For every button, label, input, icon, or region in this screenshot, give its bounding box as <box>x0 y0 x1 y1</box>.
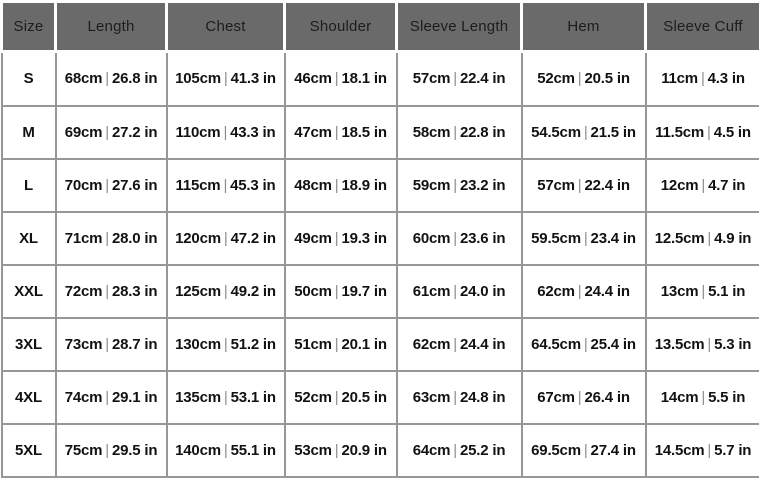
column-header-sleeve-length: Sleeve Length <box>397 2 522 52</box>
measurement-cell: 62cm | 24.4 in <box>522 265 646 318</box>
unit-separator: | <box>223 123 228 141</box>
column-header-chest: Chest <box>167 2 285 52</box>
measurement-cell: 58cm | 22.8 in <box>397 106 522 159</box>
unit-separator: | <box>105 441 109 459</box>
measurement-cell: 61cm | 24.0 in <box>397 265 522 318</box>
unit-separator: | <box>453 229 457 247</box>
measurement-cell: 69.5cm | 27.4 in <box>522 424 646 477</box>
measurement-cell: 64.5cm | 25.4 in <box>522 318 646 371</box>
unit-separator: | <box>223 282 228 300</box>
size-cell: 4XL <box>2 371 56 424</box>
table-row <box>2 318 759 371</box>
measurement-cell: 57cm | 22.4 in <box>397 52 522 106</box>
measurement-cell: 69cm | 27.2 in <box>56 106 167 159</box>
unit-separator: | <box>453 176 457 194</box>
table-row <box>2 265 759 318</box>
unit-separator: | <box>334 282 339 300</box>
measurement-cell: 13.5cm | 5.3 in <box>646 318 759 371</box>
measurement-cell: 68cm | 26.8 in <box>56 52 167 106</box>
unit-separator: | <box>583 335 588 353</box>
measurement-cell: 11.5cm | 4.5 in <box>646 106 759 159</box>
column-header-hem: Hem <box>522 2 646 52</box>
table-row <box>2 371 759 424</box>
size-cell: XXL <box>2 265 56 318</box>
measurement-cell: 120cm | 47.2 in <box>167 212 285 265</box>
table-row <box>2 424 759 477</box>
unit-separator: | <box>453 123 457 141</box>
unit-separator: | <box>105 70 109 88</box>
measurement-cell: 73cm | 28.7 in <box>56 318 167 371</box>
unit-separator: | <box>701 282 706 300</box>
unit-separator: | <box>334 388 339 406</box>
column-header-sleeve-cuff: Sleeve Cuff <box>646 2 759 52</box>
unit-separator: | <box>701 388 706 406</box>
unit-separator: | <box>223 441 228 459</box>
unit-separator: | <box>105 229 109 247</box>
unit-separator: | <box>223 388 228 406</box>
table-row <box>2 212 759 265</box>
unit-separator: | <box>453 70 457 88</box>
unit-separator: | <box>583 441 588 459</box>
measurement-cell: 74cm | 29.1 in <box>56 371 167 424</box>
measurement-cell: 60cm | 23.6 in <box>397 212 522 265</box>
size-chart-body <box>2 52 759 478</box>
measurement-cell: 13cm | 5.1 in <box>646 265 759 318</box>
unit-separator: | <box>105 123 109 141</box>
measurement-cell: 52cm | 20.5 in <box>522 52 646 106</box>
measurement-cell: 51cm | 20.1 in <box>285 318 397 371</box>
unit-separator: | <box>223 229 228 247</box>
size-cell: 3XL <box>2 318 56 371</box>
unit-separator: | <box>453 335 457 353</box>
unit-separator: | <box>334 176 339 194</box>
measurement-cell: 63cm | 24.8 in <box>397 371 522 424</box>
unit-separator: | <box>707 335 712 353</box>
measurement-cell: 12cm | 4.7 in <box>646 159 759 212</box>
unit-separator: | <box>334 441 339 459</box>
measurement-cell: 47cm | 18.5 in <box>285 106 397 159</box>
measurement-cell: 67cm | 26.4 in <box>522 371 646 424</box>
measurement-cell: 135cm | 53.1 in <box>167 371 285 424</box>
measurement-cell: 11cm | 4.3 in <box>646 52 759 106</box>
unit-separator: | <box>105 388 109 406</box>
measurement-cell: 50cm | 19.7 in <box>285 265 397 318</box>
column-header-length: Length <box>56 2 167 52</box>
column-header-size: Size <box>2 2 56 52</box>
measurement-cell: 130cm | 51.2 in <box>167 318 285 371</box>
column-header-shoulder: Shoulder <box>285 2 397 52</box>
unit-separator: | <box>577 176 582 194</box>
measurement-cell: 70cm | 27.6 in <box>56 159 167 212</box>
unit-separator: | <box>334 70 339 88</box>
measurement-cell: 105cm | 41.3 in <box>167 52 285 106</box>
size-cell: XL <box>2 212 56 265</box>
unit-separator: | <box>700 70 705 88</box>
unit-separator: | <box>577 388 582 406</box>
measurement-cell: 57cm | 22.4 in <box>522 159 646 212</box>
measurement-cell: 125cm | 49.2 in <box>167 265 285 318</box>
unit-separator: | <box>707 229 712 247</box>
unit-separator: | <box>105 282 109 300</box>
unit-separator: | <box>334 335 339 353</box>
header-row <box>2 2 759 52</box>
unit-separator: | <box>334 123 339 141</box>
measurement-cell: 140cm | 55.1 in <box>167 424 285 477</box>
unit-separator: | <box>453 441 457 459</box>
unit-separator: | <box>577 70 582 88</box>
unit-separator: | <box>577 282 582 300</box>
unit-separator: | <box>707 441 712 459</box>
size-cell: 5XL <box>2 424 56 477</box>
unit-separator: | <box>701 176 706 194</box>
measurement-cell: 72cm | 28.3 in <box>56 265 167 318</box>
measurement-cell: 14cm | 5.5 in <box>646 371 759 424</box>
unit-separator: | <box>105 335 109 353</box>
unit-separator: | <box>223 176 228 194</box>
measurement-cell: 75cm | 29.5 in <box>56 424 167 477</box>
unit-separator: | <box>334 229 339 247</box>
unit-separator: | <box>583 123 588 141</box>
unit-separator: | <box>583 229 588 247</box>
measurement-cell: 115cm | 45.3 in <box>167 159 285 212</box>
measurement-cell: 14.5cm | 5.7 in <box>646 424 759 477</box>
unit-separator: | <box>105 176 109 194</box>
unit-separator: | <box>453 282 457 300</box>
unit-separator: | <box>223 70 228 88</box>
table-row <box>2 106 759 159</box>
measurement-cell: 64cm | 25.2 in <box>397 424 522 477</box>
table-row <box>2 52 759 106</box>
size-cell: S <box>2 52 56 106</box>
measurement-cell: 59cm | 23.2 in <box>397 159 522 212</box>
measurement-cell: 110cm | 43.3 in <box>167 106 285 159</box>
measurement-cell: 59.5cm | 23.4 in <box>522 212 646 265</box>
measurement-cell: 46cm | 18.1 in <box>285 52 397 106</box>
unit-separator: | <box>223 335 228 353</box>
measurement-cell: 48cm | 18.9 in <box>285 159 397 212</box>
measurement-cell: 52cm | 20.5 in <box>285 371 397 424</box>
unit-separator: | <box>453 388 457 406</box>
size-cell: M <box>2 106 56 159</box>
measurement-cell: 12.5cm | 4.9 in <box>646 212 759 265</box>
measurement-cell: 53cm | 20.9 in <box>285 424 397 477</box>
measurement-cell: 71cm | 28.0 in <box>56 212 167 265</box>
measurement-cell: 54.5cm | 21.5 in <box>522 106 646 159</box>
size-cell: L <box>2 159 56 212</box>
table-row <box>2 159 759 212</box>
unit-separator: | <box>707 123 711 141</box>
measurement-cell: 62cm | 24.4 in <box>397 318 522 371</box>
measurement-cell: 49cm | 19.3 in <box>285 212 397 265</box>
